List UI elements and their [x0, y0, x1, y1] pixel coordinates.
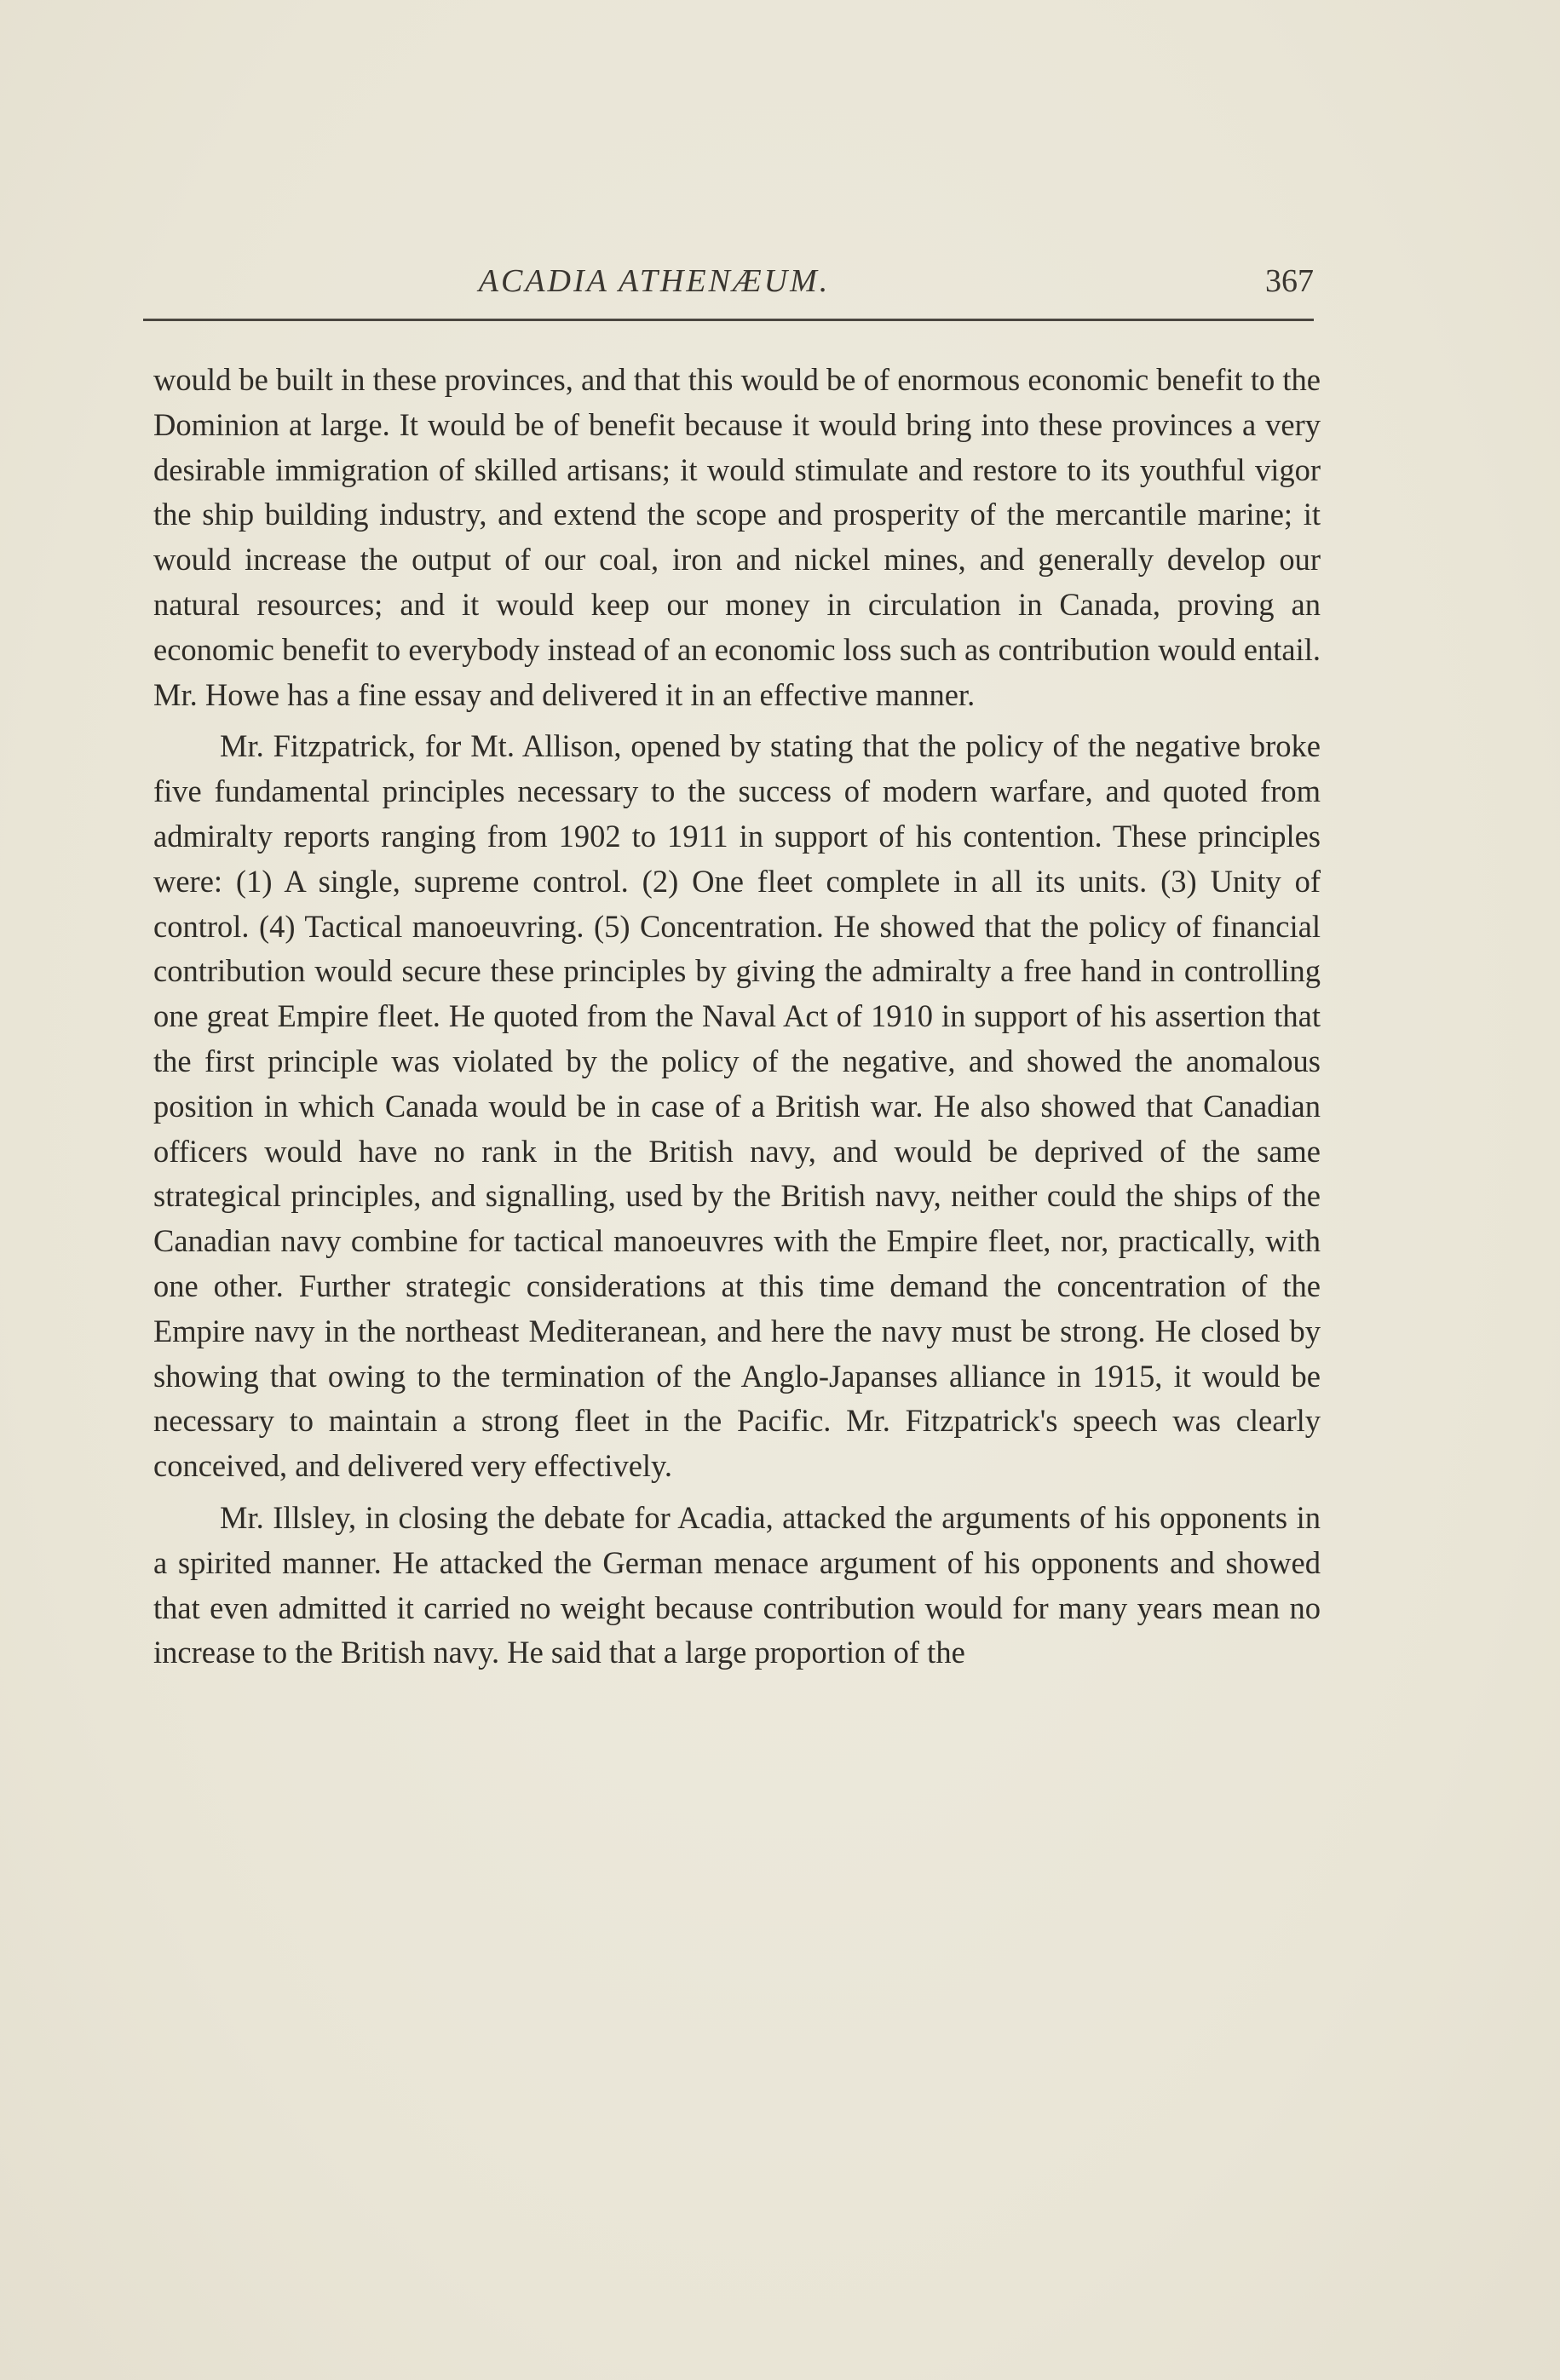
paragraph-fitzpatrick: Mr. Fitzpatrick, for Mt. Allison, opened by stating that the policy of the negative broke five fundamental principles necessary to the success of modern warfare, and quoted from admiralty reports ranging from 1902 to 1911 in support of his contention. These principles were: (1) A single, supreme control. (2) One fleet complete in all its units. (3) Unity of control. (4) Tactical manoeuvring. (5) Concentration. He showed that the policy of financial contribution would secure these principles by giving the admiralty a free hand in controlling one great Empire fleet. He quoted from the Naval Act of 1910 in support of his assertion that the first principle was violated by the policy of the negative, and showed the anomalous position in which Canada would be in case of a British war. He also showed that Canadian officers would have no rank in the British navy, and would be deprived of the same strategical principles, and signalling, used by the British navy, neither could the ships of the Canadian navy combine for tactical manoeuvres with the Empire fleet, nor, practically, with one other. Further strategic considerations at this time demand the concentration of the Empire navy in the northeast Mediteranean, and here the navy must be strong. He closed by showing that owing to the termination of the Anglo-Japanses alliance in 1915, it would be necessary to maintain a strong fleet in the Pacific. Mr. Fitzpatrick's speech was clearly conceived, and delivered very effectively. — [153, 728, 1321, 1484]
journal-title: ACADIA ATHENÆUM. — [478, 263, 831, 299]
paragraph-continuation: would be built in these provinces, and that this would be of enormous economic benefit to the Dominion at large. It would be of benefit because it would bring into these provinces a very desirable immigration of skilled artisans; it would stimulate and restore to its youthful vigor the ship building industry, and extend the scope and prosperity of the mercantile marine; it would increase the output of our coal, iron and nickel mines, and generally develop our natural resources; and it would keep our money in circulation in Canada, proving an economic benefit to everybody instead of an economic loss such as contribution would entail. Mr. Howe has a fine essay and delivered it in an effective manner. — [153, 362, 1321, 712]
article-body — [153, 358, 1321, 1682]
page-number: 367 — [1265, 263, 1314, 299]
running-header — [143, 256, 1314, 321]
paragraph-illsley: Mr. Illsley, in closing the debate for Acadia, attacked the arguments of his opponents in a spirited manner. He attacked the German menace argument of his opponents and showed that even admitted it carried no weight because contribution would for many years mean no increase to the British navy. He said that a large proportion of the — [153, 1499, 1321, 1670]
